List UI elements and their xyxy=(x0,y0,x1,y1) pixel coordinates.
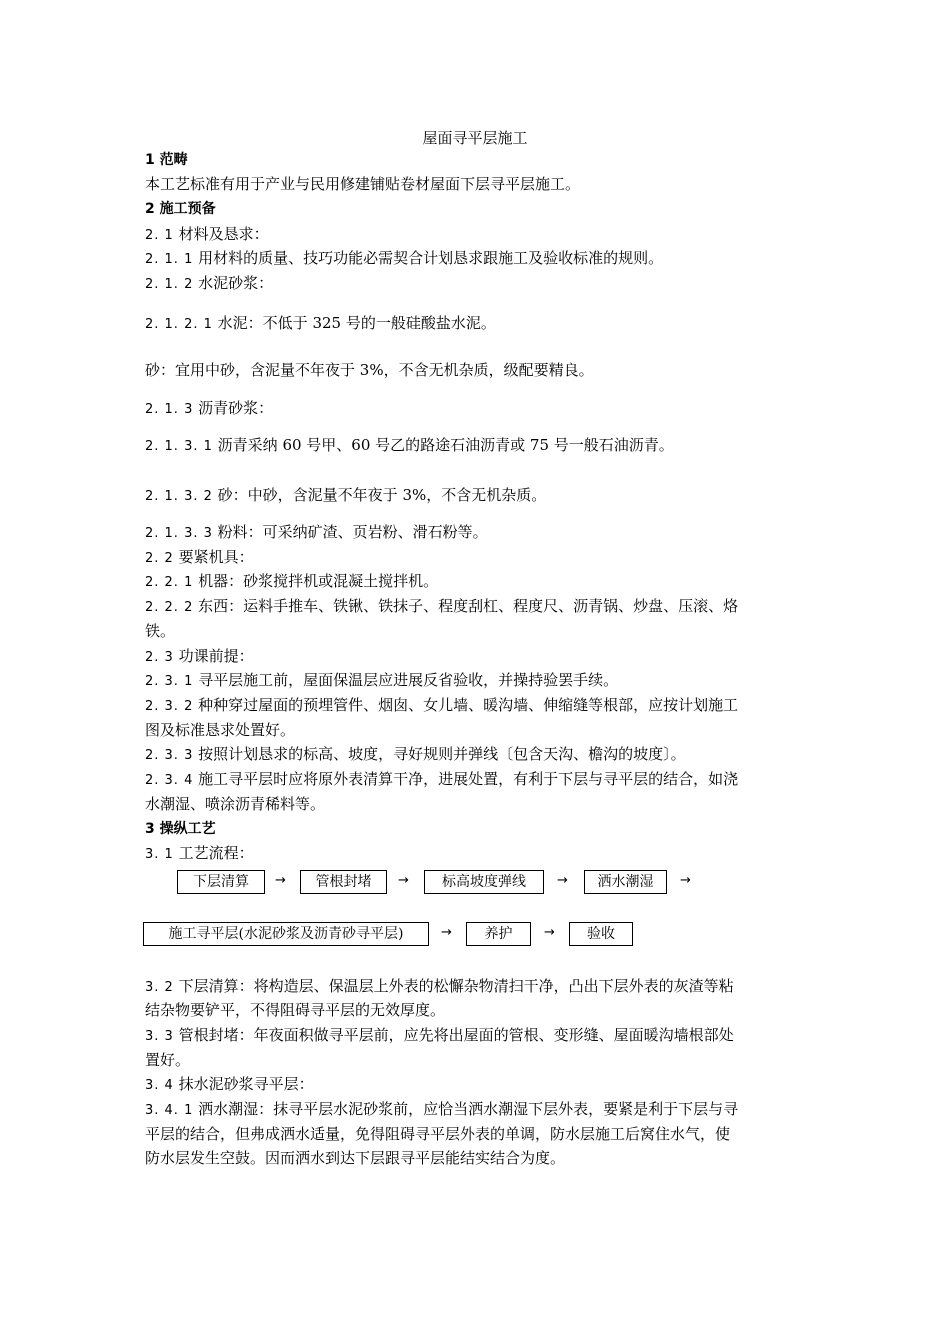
item-2-1-2-1: 2. 1. 2. 1 水泥：不低于 325 号的一般硅酸盐水泥。 xyxy=(145,314,496,332)
section-1-heading: 1 范畴 xyxy=(145,152,188,168)
item-2-1-3-2: 2. 1. 3. 2 砂：中砂，含泥量不年夜于 3%，不含无机杂质。 xyxy=(145,486,547,504)
flow-step-acceptance: 验收 xyxy=(569,922,633,946)
flow-step-base-cleaning: 下层清算 xyxy=(177,870,265,894)
item-3-2: 3. 2 下层清算：将构造层、保温层上外表的松懈杂物清扫干净，凸出下层外表的灰渣等粘 xyxy=(145,977,734,995)
flow-step-curing: 养护 xyxy=(466,922,531,946)
flow-arrow: → xyxy=(275,873,286,888)
item-sand: 砂：宜用中砂，含泥量不年夜于 3%，不含无机杂质，级配要精良。 xyxy=(145,361,594,379)
item-2-2-2-cont: 铁。 xyxy=(145,622,176,640)
item-2-3-2: 2. 3. 2 种种穿过屋面的预埋管件、烟囱、女儿墙、暖沟墙、伸缩缝等根部，应按计划施工 xyxy=(145,696,739,714)
item-2-2: 2. 2 要紧机具： xyxy=(145,548,254,566)
item-3-1: 3. 1 工艺流程： xyxy=(145,844,254,862)
flow-step-wetting: 洒水潮湿 xyxy=(584,870,667,894)
item-2-1-2: 2. 1. 2 水泥砂浆： xyxy=(145,274,274,292)
item-2-3-4-cont: 水潮湿、喷涂沥青稀料等。 xyxy=(145,795,326,813)
item-2-3-1: 2. 3. 1 寻平层施工前，屋面保温层应进展反省验收，并操持验罢手续。 xyxy=(145,671,619,689)
item-3-3: 3. 3 管根封堵：年夜面积做寻平层前，应先将出屋面的管根、变形缝、屋面暖沟墙根部处 xyxy=(145,1026,734,1044)
section-3-heading: 3 操纵工艺 xyxy=(145,821,216,837)
document-title: 屋面寻平层施工 xyxy=(422,129,528,147)
item-2-1-3: 2. 1. 3 沥青砂浆： xyxy=(145,399,274,417)
flow-arrow: → xyxy=(441,925,452,940)
item-2-3: 2. 3 功课前提： xyxy=(145,647,254,665)
item-3-3-cont: 置好。 xyxy=(145,1051,191,1069)
flow-step-elevation-marking: 标高坡度弹线 xyxy=(424,870,544,894)
section-1-body: 本工艺标准有用于产业与民用修建铺贴卷材屋面下层寻平层施工。 xyxy=(145,175,581,193)
item-2-3-2-cont: 图及标准恳求处置好。 xyxy=(145,721,296,739)
flow-arrow: → xyxy=(680,873,691,888)
section-2-heading: 2 施工预备 xyxy=(145,201,216,217)
flow-step-pipe-sealing: 管根封堵 xyxy=(300,870,387,894)
item-3-4-1: 3. 4. 1 洒水潮湿：抹寻平层水泥砂浆前，应恰当洒水潮湿下层外表，要紧是利于下层与寻 xyxy=(145,1100,739,1118)
item-2-1-3-3: 2. 1. 3. 3 粉料：可采纳矿渣、页岩粉、滑石粉等。 xyxy=(145,523,488,541)
item-2-3-3: 2. 3. 3 按照计划恳求的标高、坡度，寻好规则并弹线〔包含天沟、檐沟的坡度〕。 xyxy=(145,745,686,763)
item-2-2-1: 2. 2. 1 机器：砂浆搅拌机或混凝土搅拌机。 xyxy=(145,572,439,590)
item-2-1-3-1: 2. 1. 3. 1 沥青采纳 60 号甲、60 号乙的路途石油沥青或 75 号一般石油沥青。 xyxy=(145,436,674,454)
item-3-4-1-cont2: 防水层发生空鼓。因而洒水到达下层跟寻平层能结实结合为度。 xyxy=(145,1149,566,1167)
flow-step-leveling: 施工寻平层(水泥砂浆及沥青砂寻平层) xyxy=(143,922,429,946)
item-3-2-cont: 结杂物要铲平，不得阻碍寻平层的无效厚度。 xyxy=(145,1001,446,1019)
item-2-2-2: 2. 2. 2 东西：运料手推车、铁锹、铁抹子、程度刮杠、程度尺、沥青锅、炒盘、压滚、烙 xyxy=(145,597,739,615)
flow-arrow: → xyxy=(398,873,409,888)
item-2-1-1: 2. 1. 1 用材料的质量、技巧功能必需契合计划恳求跟施工及验收标准的规则。 xyxy=(145,249,664,267)
flow-arrow: → xyxy=(557,873,568,888)
item-2-1: 2. 1 材料及恳求： xyxy=(145,225,269,243)
item-2-3-4: 2. 3. 4 施工寻平层时应将原外表清算干净，进展处置，有利于下层与寻平层的结合，如浇 xyxy=(145,770,739,788)
item-3-4: 3. 4 抹水泥砂浆寻平层： xyxy=(145,1075,314,1093)
flow-arrow: → xyxy=(544,925,555,940)
item-3-4-1-cont1: 平层的结合，但弗成洒水适量，免得阻碍寻平层外表的单调，防水层施工后窝住水气，使 xyxy=(145,1125,731,1143)
